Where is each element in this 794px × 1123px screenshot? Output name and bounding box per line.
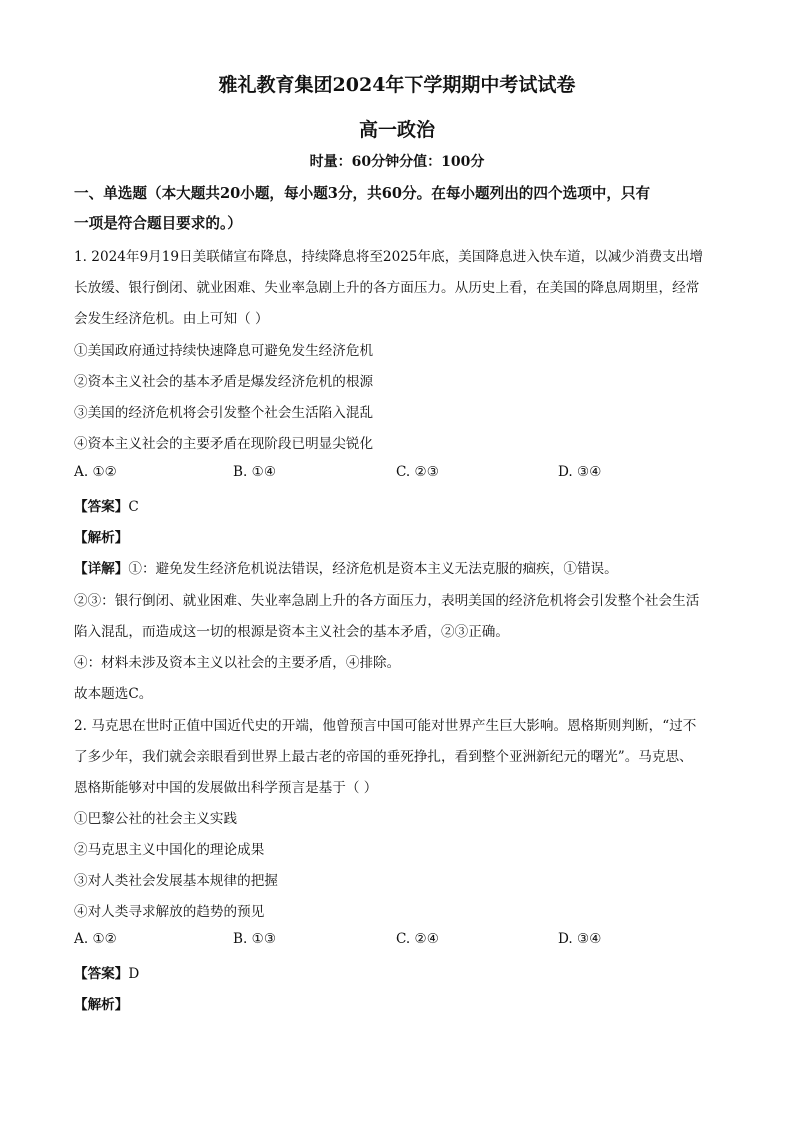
q2-item-3: ③对人类社会发展基本规律的把握 <box>74 873 278 889</box>
q1-detail-line1 <box>74 557 618 577</box>
q1-item-1: ①美国政府通过持续快速降息可避免发生经济危机 <box>74 343 374 359</box>
answer-value: D <box>128 966 140 982</box>
detail-tag: 【详解】 <box>74 561 129 577</box>
q2-option-a: A. ①② <box>74 931 117 947</box>
q1-detail-line2: ②③：银行倒闭、就业困难、失业率急剧上升的各方面压力，表明美国的经济危机将会引发整个社会生活 <box>74 593 700 609</box>
q1-option-b: B. ①④ <box>233 464 277 480</box>
subject-title: 高一政治 <box>358 119 435 141</box>
section-heading-line2: 一项是符合题目要求的。） <box>74 215 242 232</box>
q1-stem-line3: 会发生经济危机。由上可知（ ） <box>74 311 269 327</box>
q1-item-3: ③美国的经济危机将会引发整个社会生活陷入混乱 <box>74 405 374 421</box>
q2-stem-line3: 恩格斯能够对中国的发展做出科学预言是基于（ ） <box>74 780 378 796</box>
q1-option-c: C. ②③ <box>396 464 439 480</box>
q2-item-1: ①巴黎公社的社会主义实践 <box>74 811 238 827</box>
section-heading-line1: 一、单选题（本大题共20小题，每小题3分，共60分。在每小题列出的四个选项中，只有 <box>74 185 651 202</box>
detail-text: ①：避免发生经济危机说法错误，经济危机是资本主义无法克服的痼疾，①错误。 <box>128 561 618 577</box>
q2-answer <box>74 962 139 982</box>
q1-answer <box>74 495 139 515</box>
q1-option-d: D. ③④ <box>558 464 602 480</box>
q2-item-2: ②马克思主义中国化的理论成果 <box>74 842 265 858</box>
answer-tag: 【答案】 <box>74 966 129 982</box>
q1-item-2: ②资本主义社会的基本矛盾是爆发经济危机的根源 <box>74 374 374 390</box>
q2-analysis-tag: 【解析】 <box>74 997 129 1013</box>
q2-item-4: ④对人类寻求解放的趋势的预见 <box>74 904 265 920</box>
q1-conclusion: 故本题选C。 <box>74 686 153 702</box>
q2-option-d: D. ③④ <box>558 931 602 947</box>
q1-stem-line1: 1. 2024年9月19日美联储宣布降息，持续降息将至2025年底，美国降息进入快车道，以减少消费支出增 <box>74 249 703 265</box>
answer-value: C <box>128 499 139 515</box>
q1-detail-line4: ④：材料未涉及资本主义以社会的主要矛盾，④排除。 <box>74 655 401 671</box>
q2-option-c: C. ②④ <box>396 931 439 947</box>
q1-option-a: A. ①② <box>74 464 117 480</box>
q1-stem-line2: 长放缓、银行倒闭、就业困难、失业率急剧上升的各方面压力。从历史上看，在美国的降息周期里，经常 <box>74 280 700 296</box>
q1-item-4: ④资本主义社会的主要矛盾在现阶段已明显尖锐化 <box>74 436 374 452</box>
q1-analysis-tag: 【解析】 <box>74 530 129 546</box>
answer-tag: 【答案】 <box>74 499 129 515</box>
exam-info: 时量：60分钟分值：100分 <box>309 154 485 170</box>
q1-detail-line3: 陷入混乱，而造成这一切的根源是资本主义社会的基本矛盾，②③正确。 <box>74 624 509 640</box>
exam-title: 雅礼教育集团2024年下学期期中考试试卷 <box>218 74 576 96</box>
q2-stem-line1: 2. 马克思在世时正值中国近代史的开端，他曾预言中国可能对世界产生巨大影响。恩格斯则判断，“过不 <box>74 718 697 734</box>
q2-option-b: B. ①③ <box>233 931 277 947</box>
q2-stem-line2: 了多少年，我们就会亲眼看到世界上最古老的帝国的垂死挣扎，看到整个亚洲新纪元的曙光”。马克思、 <box>74 749 693 765</box>
